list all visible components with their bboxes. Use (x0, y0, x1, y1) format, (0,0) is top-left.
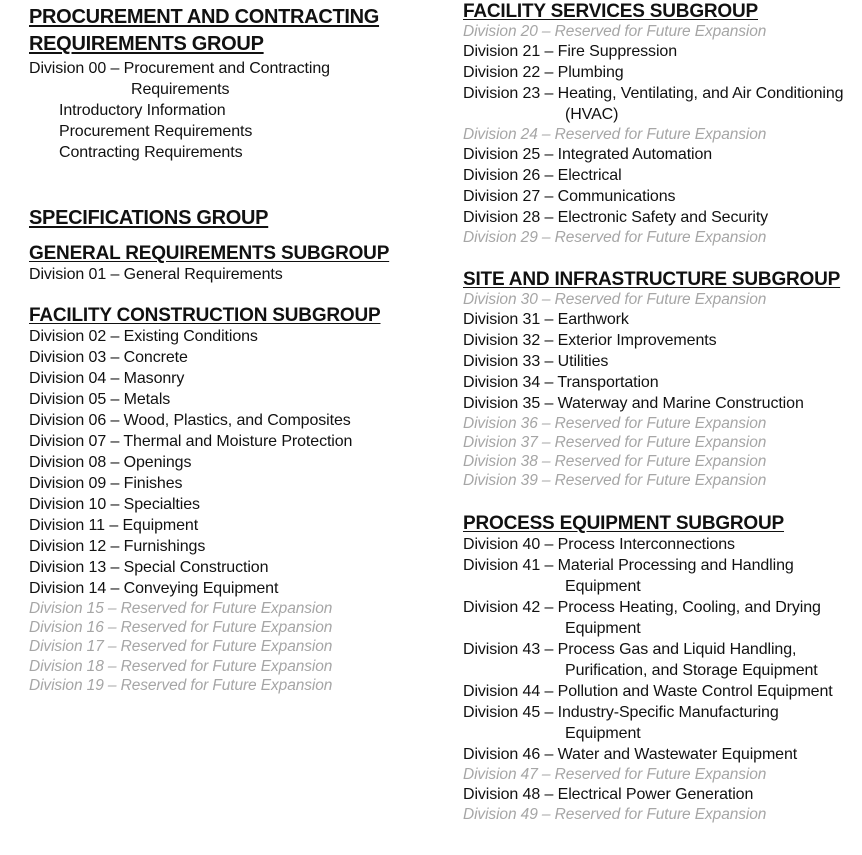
division-item: Division 33 – Utilities (463, 352, 609, 370)
division-item: Division 12 – Furnishings (29, 538, 206, 555)
general-requirements-heading: GENERAL REQUIREMENTS SUBGROUP (29, 243, 390, 264)
division-item: Division 14 – Conveying Equipment (29, 580, 279, 597)
division-item: Division 32 – Exterior Improvements (463, 331, 717, 349)
reserved-division-item: Division 18 – Reserved for Future Expansion (29, 657, 333, 675)
division-item: Division 43 – Process Gas and Liquid Handling, (463, 640, 797, 658)
division-item: Division 21 – Fire Suppression (463, 43, 677, 61)
division-item: Division 13 – Special Construction (29, 559, 269, 576)
division-item: Division 25 – Integrated Automation (463, 146, 713, 164)
division-item: Division 03 – Concrete (29, 349, 188, 366)
process-equipment-heading: PROCESS EQUIPMENT SUBGROUP (463, 512, 785, 534)
reserved-division-item: Division 37 – Reserved for Future Expansion (463, 434, 767, 452)
division-item: Division 34 – Transportation (463, 373, 659, 391)
division-item: Division 07 – Thermal and Moisture Protection (29, 433, 353, 450)
division-item: Division 10 – Specialties (29, 496, 200, 513)
specifications-group-heading: SPECIFICATIONS GROUP (29, 207, 269, 229)
reserved-division-item: Division 38 – Reserved for Future Expansion (463, 453, 767, 471)
division-item: Division 26 – Electrical (463, 167, 622, 185)
reserved-division-item: Division 49 – Reserved for Future Expansion (463, 805, 767, 823)
reserved-division-item: Division 20 – Reserved for Future Expansion (463, 23, 767, 40)
division-item: Division 31 – Earthwork (463, 310, 629, 328)
division-item: Division 41 – Material Processing and Handling (463, 556, 794, 574)
division-item-continuation: Purification, and Storage Equipment (565, 661, 818, 679)
division-00-line2: Requirements (131, 81, 230, 98)
reserved-division-item: Division 15 – Reserved for Future Expansion (29, 600, 333, 617)
right-column (463, 0, 858, 824)
division-item-continuation: Equipment (565, 724, 641, 742)
division-00-line1: Division 00 – Procurement and Contracting (29, 60, 330, 77)
procurement-heading-line2: REQUIREMENTS GROUP (29, 33, 264, 55)
division-item: Division 35 – Waterway and Marine Construction (463, 394, 804, 412)
procurement-heading-line1: PROCUREMENT AND CONTRACTING (29, 6, 380, 28)
procurement-group-heading (29, 4, 439, 58)
division-item: Division 05 – Metals (29, 391, 171, 408)
division-item: Division 48 – Electrical Power Generation (463, 785, 754, 803)
site-infrastructure-heading: SITE AND INFRASTRUCTURE SUBGROUP (463, 268, 841, 290)
division-item: Division 09 – Finishes (29, 475, 183, 492)
reserved-division-item: Division 30 – Reserved for Future Expansion (463, 290, 767, 308)
reserved-division-item: Division 19 – Reserved for Future Expansion (29, 676, 333, 694)
division-item: Division 06 – Wood, Plastics, and Composites (29, 412, 351, 429)
division-item: Division 27 – Communications (463, 188, 676, 206)
procurement-subitem: Introductory Information (59, 102, 226, 119)
division-item-continuation: (HVAC) (565, 106, 619, 124)
reserved-division-item: Division 47 – Reserved for Future Expansion (463, 765, 767, 783)
division-item: Division 11 – Equipment (29, 517, 199, 534)
division-item: Division 22 – Plumbing (463, 64, 624, 82)
reserved-division-item: Division 24 – Reserved for Future Expansion (463, 126, 767, 144)
reserved-division-item: Division 39 – Reserved for Future Expansion (463, 472, 767, 490)
division-item-continuation: Equipment (565, 577, 641, 595)
division-item: Division 01 – General Requirements (29, 266, 283, 283)
division-item: Division 45 – Industry-Specific Manufacturing (463, 703, 779, 721)
division-item: Division 40 – Process Interconnections (463, 535, 735, 553)
division-item-continuation: Equipment (565, 619, 641, 637)
division-item: Division 28 – Electronic Safety and Security (463, 209, 769, 227)
division-item: Division 08 – Openings (29, 454, 192, 471)
reserved-division-item: Division 17 – Reserved for Future Expansion (29, 638, 333, 656)
division-item: Division 42 – Process Heating, Cooling, and Drying (463, 598, 821, 616)
procurement-subitem: Procurement Requirements (59, 123, 253, 140)
division-item: Division 02 – Existing Conditions (29, 328, 258, 345)
left-column (29, 0, 439, 695)
procurement-subitem: Contracting Requirements (59, 144, 243, 161)
division-item: Division 23 – Heating, Ventilating, and Air Conditioning (463, 85, 844, 103)
division-item: Division 44 – Pollution and Waste Control Equipment (463, 682, 833, 700)
division-item: Division 04 – Masonry (29, 370, 185, 387)
division-item: Division 46 – Water and Wastewater Equipment (463, 745, 798, 763)
facility-construction-heading: FACILITY CONSTRUCTION SUBGROUP (29, 305, 381, 326)
reserved-division-item: Division 36 – Reserved for Future Expansion (463, 414, 767, 432)
reserved-division-item: Division 16 – Reserved for Future Expansion (29, 619, 333, 637)
facility-services-heading: FACILITY SERVICES SUBGROUP (463, 1, 758, 22)
reserved-division-item: Division 29 – Reserved for Future Expansion (463, 229, 767, 247)
